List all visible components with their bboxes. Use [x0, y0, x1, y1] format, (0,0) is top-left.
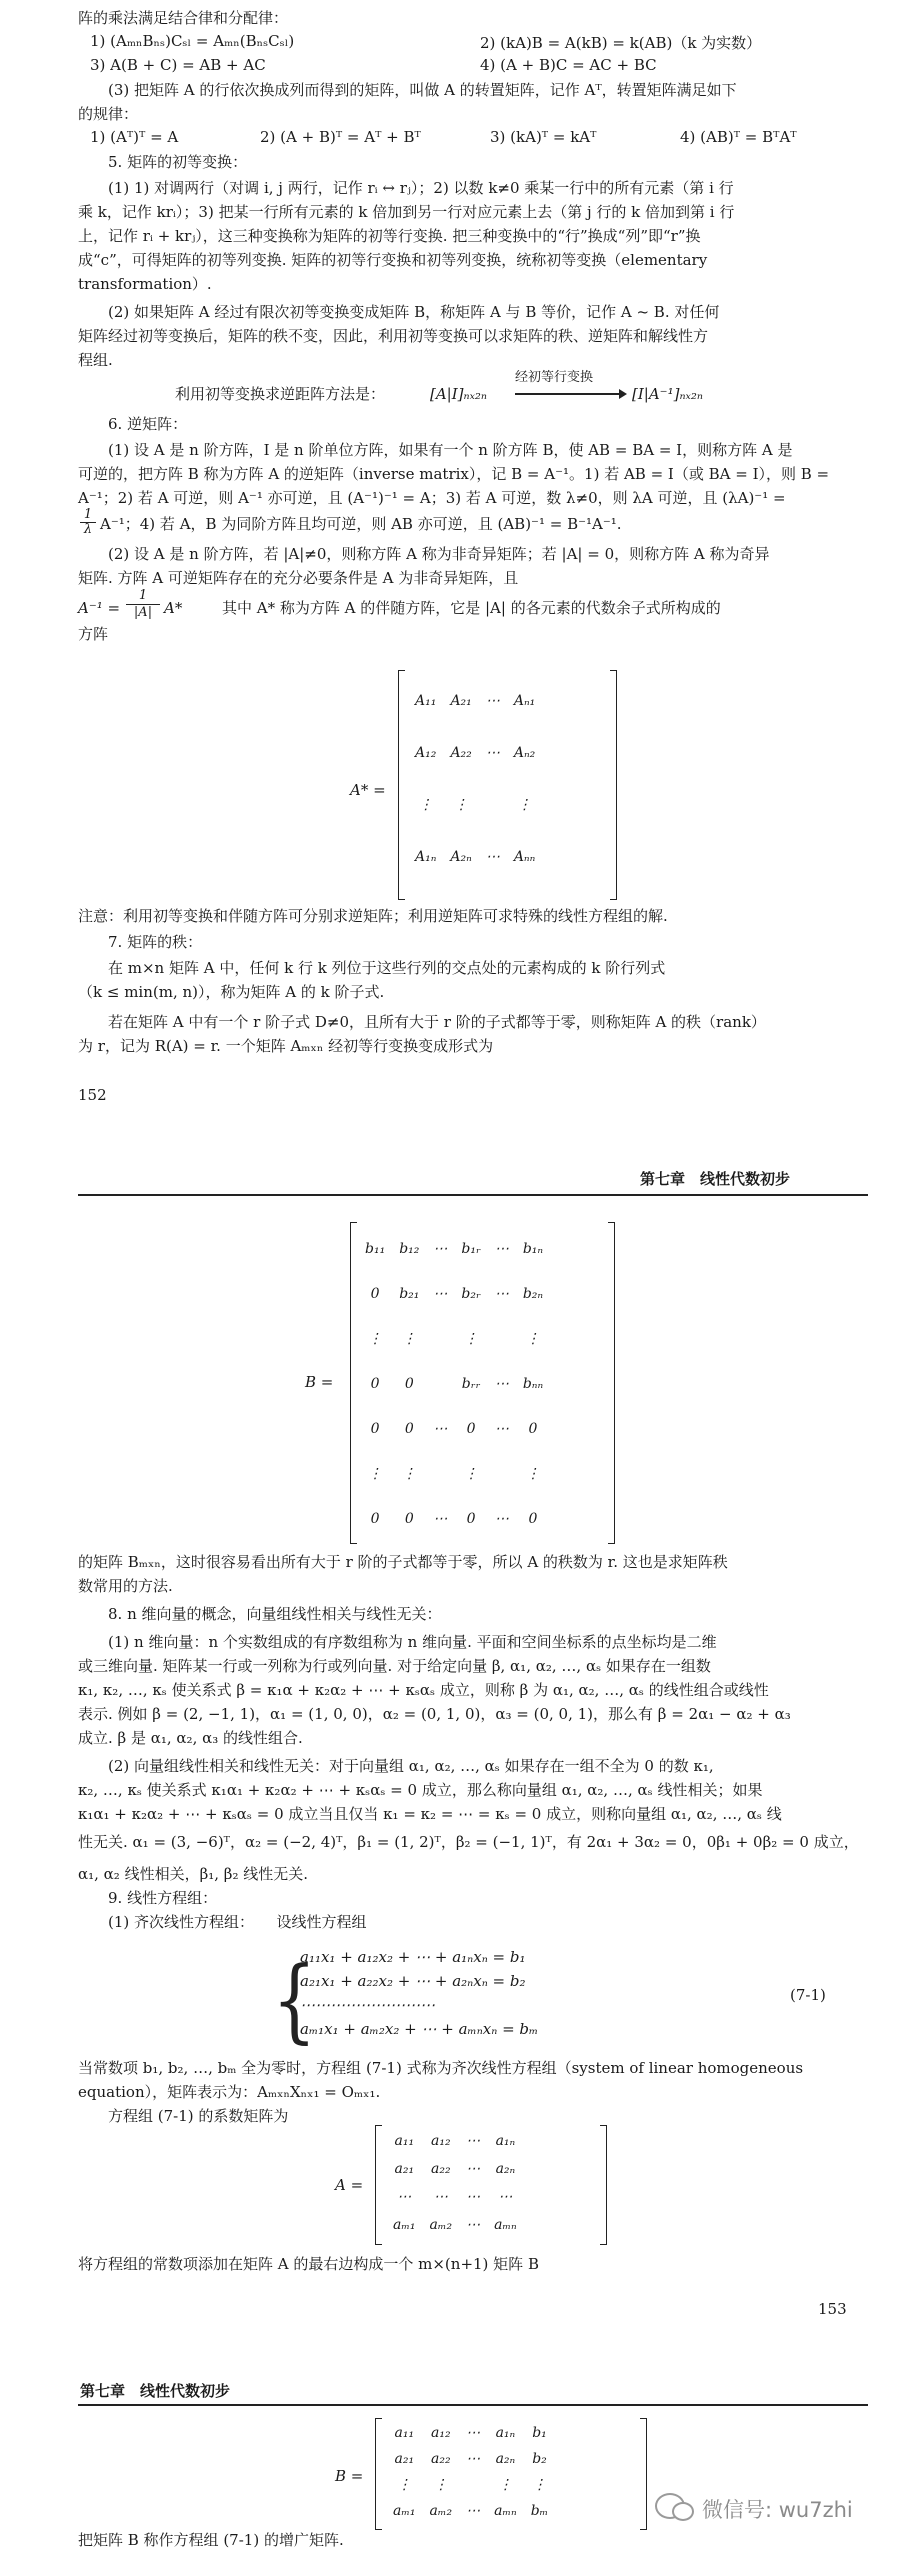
adj-cell: A₂₂ — [450, 745, 472, 761]
transpose-4: 4) (AB)ᵀ = BᵀAᵀ — [680, 128, 797, 146]
p152-line-21: 注意：利用初等变换和伴随方阵可分别求逆矩阵；利用逆矩阵可求特殊的线性方程组的解. — [78, 907, 668, 925]
echelon-left-bracket — [350, 1222, 357, 1544]
echelon-cell: ⋮ — [525, 1330, 540, 1347]
p152-line-4: (1) 1) 对调两行（对调 i, j 两行，记作 rᵢ ↔ rⱼ）；2) 以数 k≠0 乘某一行中的所有元素（第 i 行 — [108, 179, 734, 197]
echelon-cell: 0 — [528, 1510, 538, 1527]
fraction-lambda: λ — [83, 522, 93, 537]
aug-right-bracket — [640, 2418, 647, 2530]
p152-line-23: 在 m×n 矩阵 A 中，任何 k 行 k 列位于这些行列的交点处的元素构成的 k 阶行列式 — [108, 959, 666, 977]
aug-cell: a₁₂ — [431, 2425, 451, 2441]
aug-cell: ⋮ — [433, 2477, 448, 2493]
coef-cell: ⋯ — [466, 2217, 481, 2233]
p152-line-16: A⁻¹；4) 若 A，B 为同阶方阵且均可逆，则 AB 亦可逆，且 (AB)⁻¹ = B⁻¹A⁻¹. — [100, 515, 622, 533]
aug-cell: b₁ — [532, 2425, 547, 2441]
coef-cell: ⋯ — [466, 2189, 481, 2205]
echelon-cell: 0 — [370, 1510, 380, 1527]
assoc-2: 2) (kA)B = A(kB) = k(AB)（k 为实数） — [480, 34, 762, 52]
inverse-method-left: [A|I]ₙₓ₂ₙ — [430, 385, 488, 403]
header-rule-154 — [78, 2404, 868, 2406]
adj-matrix-left-bracket — [398, 670, 405, 900]
aug-cell: bₘ — [530, 2503, 549, 2519]
echelon-cell: ⋮ — [368, 1465, 383, 1482]
echelon-cell: 0 — [528, 1420, 538, 1437]
chapter-header-153: 第七章 线性代数初步 — [640, 1170, 791, 1188]
aug-cell: b₂ — [532, 2451, 547, 2467]
adj-cell: ⋯ — [485, 849, 500, 865]
aug-cell: ⋮ — [498, 2477, 513, 2493]
echelon-cell: ⋯ — [494, 1510, 509, 1527]
equation-label: (7-1) — [790, 1986, 826, 2004]
p152-line-7: 成“c”，可得矩阵的初等列变换. 矩阵的初等行变换和初等列变换，统称初等变换（elementary — [78, 251, 708, 269]
adj-fraction-den: |A| — [133, 605, 153, 620]
echelon-cell: ⋯ — [494, 1375, 509, 1392]
p152-line-0: 阵的乘法满足结合律和分配律： — [78, 9, 289, 27]
p153-line-1: 数常用的方法. — [78, 1577, 173, 1595]
watermark-text: 微信号: wu7zhi — [702, 2498, 853, 2522]
header-rule-153 — [78, 1194, 868, 1196]
echelon-cell: 0 — [404, 1420, 414, 1437]
p153-line-11: 性无关. α₁ = (3, −6)ᵀ，α₂ = (−2, 4)ᵀ，β₁ = (1, 2)ᵀ，β₂ = (−1, 1)ᵀ，有 2α₁ + 3α₂ = 0，0β₁ + 0β₂ = 0 成立， — [78, 1833, 859, 1851]
aug-cell: aₘ₂ — [429, 2503, 453, 2519]
echelon-right-bracket — [608, 1222, 615, 1544]
transpose-1: 1) (Aᵀ)ᵀ = A — [90, 128, 179, 146]
coef-cell: a₂₂ — [431, 2161, 451, 2177]
adj-cell: A₂ₙ — [450, 849, 472, 865]
p152-line-18: 矩阵. 方阵 A 可逆矩阵存在的充分必要条件是 A 为非奇异矩阵，且 — [78, 569, 519, 587]
p153-line-5: κ₁, κ₂, …, κₛ 使关系式 β = κ₁α + κ₂α₂ + ⋯ + κₛαₛ 成立，则称 β 为 α₁, α₂, …, αₛ 的线性组合或线性 — [78, 1681, 769, 1699]
p153-line-7: 成立. β 是 α₁, α₂, α₃ 的线性组合. — [78, 1729, 303, 1747]
echelon-cell: 0 — [370, 1285, 380, 1302]
adj-matrix-right-bracket — [610, 670, 617, 900]
echelon-cell: 0 — [370, 1375, 380, 1392]
p152-line-3: 5. 矩阵的初等变换： — [108, 153, 248, 171]
echelon-cell: ⋮ — [402, 1465, 417, 1482]
p152-line-14: 可逆的，把方阵 B 称为方阵 A 的逆矩阵（inverse matrix），记 B = A⁻¹。1) 若 AB = I（或 BA = I），则 B = — [78, 465, 830, 483]
p152-line-10: 矩阵经过初等变换后，矩阵的秩不变，因此，利用初等变换可以求矩阵的秩、逆矩阵和解线性方 — [78, 327, 709, 345]
p152-line-11: 程组. — [78, 351, 113, 369]
p153-line-17: 方程组 (7-1) 的系数矩阵为 — [108, 2107, 289, 2125]
p152-line-19: 其中 A* 称为方阵 A 的伴随方阵，它是 |A| 的各元素的代数余子式所构成的 — [222, 599, 721, 617]
adj-fraction-one: 1 — [126, 588, 160, 605]
echelon-cell — [426, 1451, 454, 1496]
lambda-fraction — [80, 508, 96, 537]
echelon-cell: b₁₂ — [399, 1240, 420, 1257]
assoc-4: 4) (A + B)C = AC + BC — [480, 56, 657, 74]
echelon-cell: ⋯ — [433, 1285, 448, 1302]
p153-line-0: 的矩阵 Bₘₓₙ，这时很容易看出所有大于 r 阶的子式都等于零，所以 A 的秩数为 r. 这也是求矩阵秩 — [78, 1553, 728, 1571]
p153-line-13: 9. 线性方程组： — [108, 1889, 218, 1907]
assoc-1: 1) (AₘₙBₙₛ)Cₛₗ = Aₘₙ(BₙₛCₛₗ) — [90, 32, 295, 50]
aug-cell: aₘ₁ — [393, 2503, 416, 2519]
echelon-cell: ⋯ — [433, 1510, 448, 1527]
aug-cell: ⋮ — [397, 2477, 412, 2493]
coef-cell: aₘₙ — [494, 2217, 517, 2233]
echelon-cell — [426, 1361, 454, 1406]
coef-left-bracket — [375, 2125, 382, 2245]
echelon-matrix-name: B = — [305, 1373, 334, 1391]
echelon-cell: b₂ᵣ — [461, 1285, 481, 1302]
system-eq-3: ⋯⋯⋯⋯⋯⋯⋯⋯⋯ — [300, 1996, 435, 2014]
echelon-cell: 0 — [404, 1375, 414, 1392]
p152-line-22: 7. 矩阵的秩： — [108, 933, 203, 951]
coef-cell: aₘ₁ — [393, 2217, 416, 2233]
echelon-cell: ⋯ — [433, 1420, 448, 1437]
p153-line-15: 当常数项 b₁, b₂, …, bₘ 全为零时，方程组 (7-1) 式称为齐次线性方程组（system of linear homogeneous — [78, 2059, 804, 2077]
echelon-cell: b₁ₙ — [522, 1240, 544, 1257]
linear-system — [300, 1948, 538, 2044]
echelon-cell: ⋮ — [525, 1465, 540, 1482]
coef-cell: ⋯ — [433, 2189, 448, 2205]
coef-cell: ⋯ — [498, 2189, 513, 2205]
echelon-cell: bₙₙ — [522, 1375, 544, 1392]
inverse-method-right: [I|A⁻¹]ₙₓ₂ₙ — [632, 385, 703, 403]
adj-cell: A₁₂ — [415, 745, 437, 761]
echelon-cell: ⋮ — [402, 1330, 417, 1347]
coef-cell: a₁ₙ — [495, 2133, 516, 2149]
p152-line-1: (3) 把矩阵 A 的行依次换成列而得到的矩阵，叫做 A 的转置矩阵，记作 Aᵀ，转置矩阵满足如下 — [108, 81, 737, 99]
p153-line-18: 将方程组的常数项添加在矩阵 A 的最右边构成一个 m×(n+1) 矩阵 B — [78, 2255, 539, 2273]
adj-cell: ⋮ — [517, 797, 532, 813]
echelon-cell: 0 — [370, 1420, 380, 1437]
transpose-3: 3) (kA)ᵀ = kAᵀ — [490, 128, 597, 146]
p152-line-26: 为 r，记为 R(A) = r. 一个矩阵 Aₘₓₙ 经初等行变换变成形式为 — [78, 1037, 494, 1055]
echelon-cell: ⋯ — [494, 1285, 509, 1302]
echelon-cell: ⋮ — [368, 1330, 383, 1347]
echelon-matrix — [358, 1226, 550, 1541]
p152-line-5: 乘 k，记作 krᵢ）；3) 把某一行所有元素的 k 倍加到另一行对应元素上去（第 j 行的 k 倍加到第 i 行 — [78, 203, 735, 221]
p153-line-4: 或三维向量. 矩阵某一行或一列称为行或列向量. 对于给定向量 β, α₁, α₂, …, αₛ 如果存在一组数 — [78, 1657, 711, 1675]
coef-matrix — [386, 2127, 524, 2239]
aug-cell: ⋯ — [466, 2451, 481, 2467]
aug-cell: ⋯ — [466, 2425, 481, 2441]
assoc-row-1 — [90, 32, 870, 53]
inverse-method-label: 利用初等变换求逆距阵方法是： — [175, 385, 386, 403]
coef-cell: a₁₁ — [394, 2133, 415, 2149]
chapter-header-154: 第七章 线性代数初步 — [80, 2382, 231, 2400]
adj-cell: ⋯ — [485, 693, 500, 709]
coef-cell: ⋯ — [466, 2161, 481, 2177]
adj-cell — [479, 779, 507, 831]
p152-line-17: (2) 设 A 是 n 阶方阵，若 |A|≠0，则称方阵 A 称为非奇异矩阵；若 |A| = 0，则称方阵 A 称为奇异 — [108, 545, 770, 563]
echelon-cell: ⋯ — [494, 1240, 509, 1257]
p152-line-6: 上，记作 rᵢ + krⱼ），这三种变换称为矩阵的初等行变换. 把三种变换中的“行”换成“列”即“r”换 — [78, 227, 701, 245]
coef-cell: ⋯ — [466, 2133, 481, 2149]
aug-cell: a₂₂ — [431, 2451, 451, 2467]
coef-cell: a₁₂ — [431, 2133, 451, 2149]
aug-cell: ⋮ — [532, 2477, 547, 2493]
aug-cell — [459, 2472, 487, 2498]
assoc-row-2 — [90, 56, 870, 74]
adj-cell: A₁₁ — [415, 693, 437, 709]
wechat-logo-icon-2 — [672, 2502, 694, 2521]
aug-cell: a₂₁ — [394, 2451, 415, 2467]
echelon-cell: ⋯ — [494, 1420, 509, 1437]
echelon-cell — [488, 1316, 516, 1361]
echelon-cell: b₁ᵣ — [461, 1240, 481, 1257]
p152-line-2: 的规律： — [78, 105, 139, 123]
p153-line-2: 8. n 维向量的概念，向量组线性相关与线性无关： — [108, 1605, 442, 1623]
p152-line-12: 6. 逆矩阵： — [108, 415, 188, 433]
p152-line-25: 若在矩阵 A 中有一个 r 阶子式 D≠0，且所有大于 r 阶的子式都等于零，则称矩阵 A 的秩（rank） — [108, 1013, 766, 1031]
aug-cell: a₂ₙ — [495, 2451, 516, 2467]
adj-cell: ⋯ — [485, 745, 500, 761]
adj-cell: ⋮ — [454, 797, 469, 813]
coef-right-bracket — [600, 2125, 607, 2245]
adj-cell: ⋮ — [418, 797, 433, 813]
echelon-cell — [488, 1451, 516, 1496]
assoc-3: 3) A(B + C) = AB + AC — [90, 56, 266, 74]
p153-line-3: (1) n 维向量：n 个实数组成的有序数组称为 n 维向量. 平面和空间坐标系的点坐标均是二维 — [108, 1633, 717, 1651]
page-number-153: 153 — [818, 2300, 847, 2318]
system-brace-icon: { — [272, 1946, 317, 2054]
p153-line-16: equation），矩阵表示为：AₘₓₙXₙₓ₁ = Oₘₓ₁. — [78, 2083, 381, 2101]
p154-line-0: 把矩阵 B 称作方程组 (7-1) 的增广矩阵. — [78, 2531, 344, 2549]
transpose-2: 2) (A + B)ᵀ = Aᵀ + Bᵀ — [260, 128, 421, 146]
aug-cell: ⋯ — [466, 2503, 481, 2519]
echelon-cell: ⋮ — [464, 1330, 479, 1347]
echelon-cell: bᵣᵣ — [461, 1375, 481, 1392]
coef-cell: aₘ₂ — [429, 2217, 453, 2233]
p152-line-20: 方阵 — [78, 625, 109, 643]
adj-formula-lhs: A⁻¹ = — [78, 599, 121, 617]
p153-line-6: 表示. 例如 β = (2, −1, 1)，α₁ = (1, 0, 0)，α₂ = (0, 1, 0)，α₃ = (0, 0, 1)，那么有 β = 2α₁ − α₂ + α₃ — [78, 1705, 791, 1723]
aug-matrix — [386, 2420, 555, 2524]
echelon-cell: 0 — [466, 1420, 476, 1437]
adj-cell: A₁ₙ — [415, 849, 437, 865]
adj-cell: Aₙ₁ — [513, 693, 536, 709]
adj-cell: Aₙ₂ — [513, 745, 536, 761]
adj-cell: Aₙₙ — [513, 849, 536, 865]
inverse-method-arrow-label: 经初等行变换 — [515, 370, 594, 385]
p153-line-9: κ₂, …, κₛ 使关系式 κ₁α₁ + κ₂α₂ + ⋯ + κₛαₛ = 0 成立，那么称向量组 α₁, α₂, …, αₛ 线性相关；如果 — [78, 1781, 763, 1799]
adj-formula-star: A* — [164, 599, 183, 617]
aug-matrix-name: B = — [335, 2467, 364, 2485]
echelon-cell: ⋯ — [433, 1240, 448, 1257]
coef-cell: a₂₁ — [394, 2161, 415, 2177]
echelon-cell: b₂₁ — [399, 1285, 420, 1302]
coef-cell: ⋯ — [397, 2189, 412, 2205]
system-eq-1: a₁₁x₁ + a₁₂x₂ + ⋯ + a₁ₙxₙ = b₁ — [300, 1948, 526, 1966]
p152-line-9: (2) 如果矩阵 A 经过有限次初等变换变成矩阵 B，称矩阵 A 与 B 等价，记作 A ~ B. 对任何 — [108, 303, 720, 321]
echelon-cell: ⋮ — [464, 1465, 479, 1482]
echelon-cell: 0 — [466, 1510, 476, 1527]
coef-cell: a₂ₙ — [495, 2161, 516, 2177]
system-eq-2: a₂₁x₁ + a₂₂x₂ + ⋯ + a₂ₙxₙ = b₂ — [300, 1972, 526, 1990]
aug-cell: aₘₙ — [494, 2503, 517, 2519]
transform-arrow-icon — [515, 393, 625, 395]
echelon-cell — [426, 1316, 454, 1361]
aug-cell: a₁₁ — [394, 2425, 415, 2441]
fraction-one: 1 — [80, 508, 96, 523]
transpose-row — [90, 128, 870, 146]
adj-matrix-name: A* = — [350, 781, 386, 799]
echelon-cell: 0 — [404, 1510, 414, 1527]
page-number-152: 152 — [78, 1086, 107, 1104]
adj-matrix — [408, 675, 542, 883]
p152-line-24: （k ≤ min(m, n)），称为矩阵 A 的 k 阶子式. — [78, 983, 385, 1001]
p153-line-8: (2) 向量组线性相关和线性无关：对于向量组 α₁, α₂, …, αₛ 如果存在一组不全为 0 的数 κ₁, — [108, 1757, 714, 1775]
echelon-cell: b₁₁ — [365, 1240, 386, 1257]
adj-cell: A₂₁ — [450, 693, 472, 709]
p152-line-15: A⁻¹；2) 若 A 可逆，则 A⁻¹ 亦可逆，且 (A⁻¹)⁻¹ = A；3) 若 A 可逆，数 λ≠0，则 λA 可逆，且 (λA)⁻¹ = — [78, 489, 786, 507]
p153-line-12: α₁, α₂ 线性相关，β₁, β₂ 线性无关. — [78, 1865, 309, 1883]
aug-cell: a₁ₙ — [495, 2425, 516, 2441]
echelon-cell: b₂ₙ — [522, 1285, 544, 1302]
p152-line-8: transformation）. — [78, 275, 212, 293]
p153-line-10: κ₁α₁ + κ₂α₂ + ⋯ + κₛαₛ = 0 成立当且仅当 κ₁ = κ₂ = ⋯ = κₛ = 0 成立，则称向量组 α₁, α₂, …, αₛ 线 — [78, 1805, 782, 1823]
coef-matrix-name: A = — [335, 2176, 364, 2194]
adj-fraction — [126, 588, 160, 621]
p153-line-14: (1) 齐次线性方程组： 设线性方程组 — [108, 1913, 367, 1931]
system-eq-4: aₘ₁x₁ + aₘ₂x₂ + ⋯ + aₘₙxₙ = bₘ — [300, 2020, 539, 2038]
p152-line-13: (1) 设 A 是 n 阶方阵，I 是 n 阶单位方阵，如果有一个 n 阶方阵 B，使 AB = BA = I，则称方阵 A 是 — [108, 441, 793, 459]
aug-left-bracket — [375, 2418, 382, 2530]
